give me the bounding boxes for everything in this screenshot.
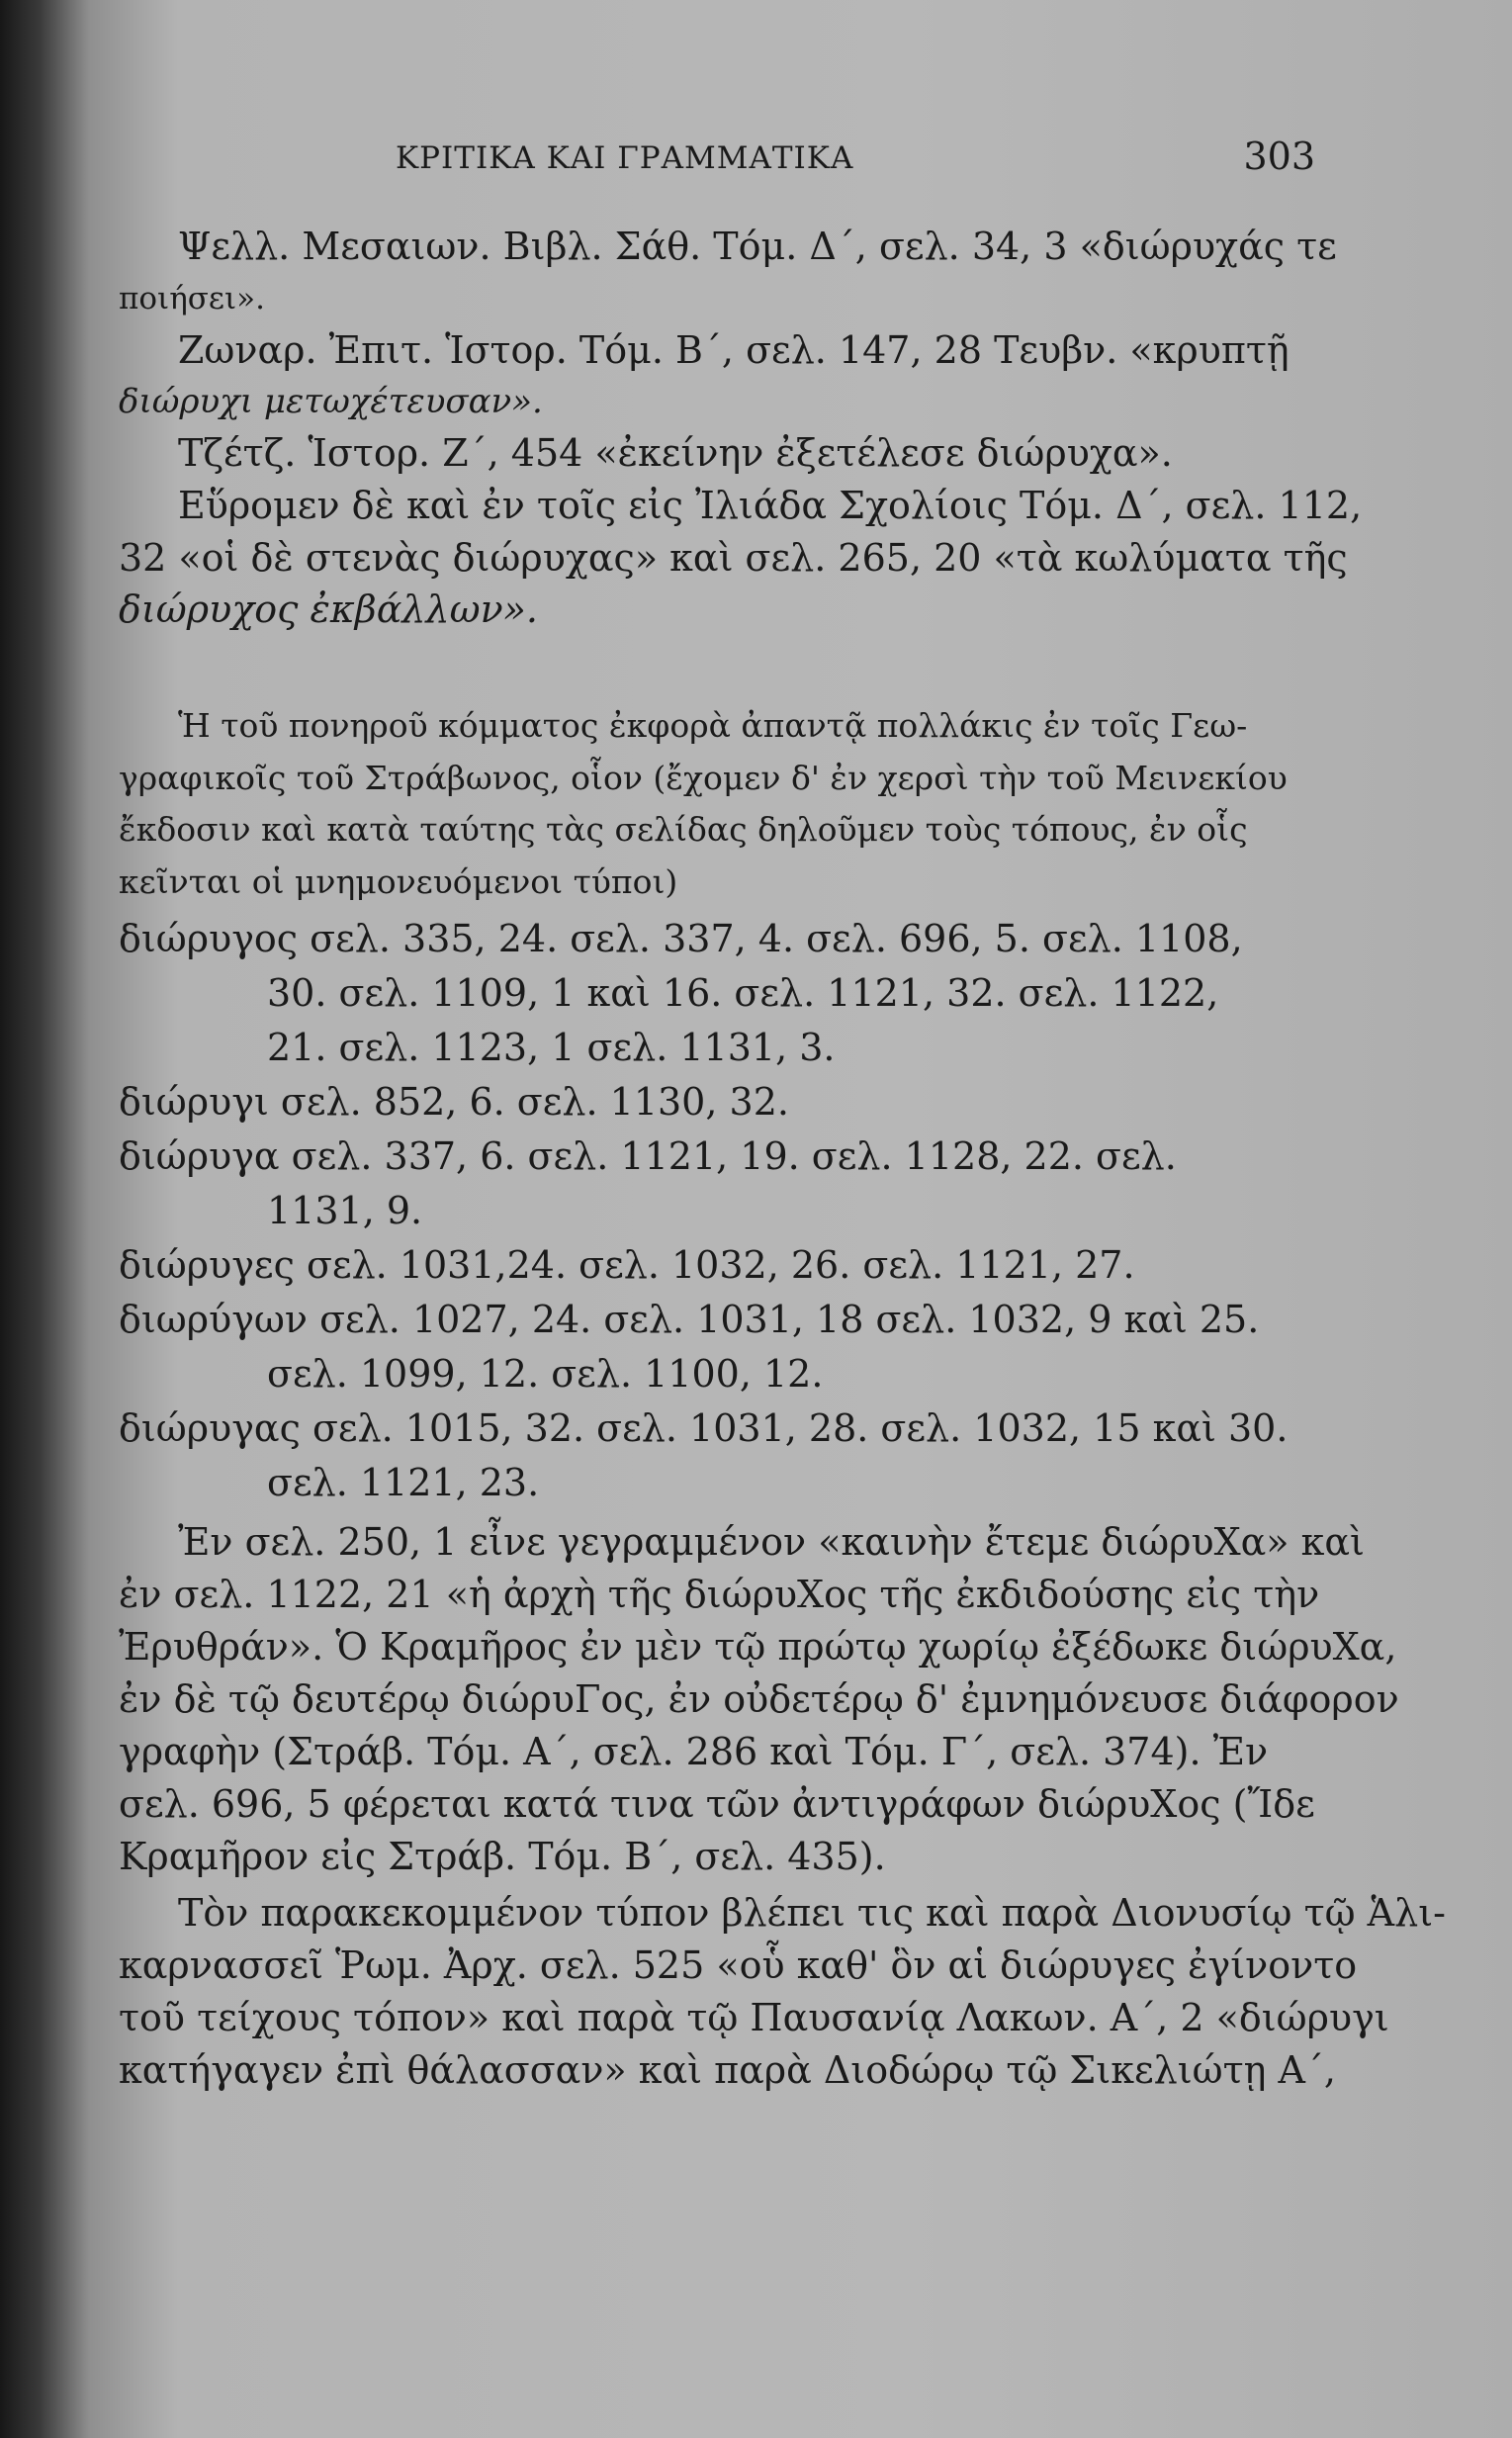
text-line: καρνασσεῖ Ῥωμ. Ἀρχ. σελ. 525 «οὗ καθ' ὃν αἱ διώρυγες ἐγίνοντο xyxy=(119,1943,1358,1987)
index-entry: διωρύγων σελ. 1027, 24. σελ. 1031, 18 σελ. 1032, 9 καὶ 25. xyxy=(119,1298,1260,1341)
text-line: διώρυχος ἐκβάλλων». xyxy=(119,587,538,631)
index-entry-continuation: σελ. 1121, 23. xyxy=(267,1461,540,1504)
text-line: Ἡ τοῦ πονηροῦ κόμματος ἐκφορὰ ἀπαντᾷ πολλάκις ἐν τοῖς Γεω- xyxy=(178,706,1248,745)
text-line: Τζέτζ. Ἱστορ. Ζ΄, 454 «ἐκείνην ἐξετέλεσε διώρυχα». xyxy=(178,431,1173,475)
page-content xyxy=(119,119,1446,2092)
text-line: Ζωναρ. Ἐπιτ. Ἱστορ. Τόμ. Β΄, σελ. 147, 28 Τευβν. «κρυπτῇ xyxy=(178,328,1290,372)
text-line: Κραμῆρον εἰς Στράβ. Τόμ. Β΄, σελ. 435). xyxy=(119,1835,886,1878)
index-entry: διώρυγες σελ. 1031,24. σελ. 1032, 26. σελ. 1121, 27. xyxy=(119,1243,1135,1287)
text-line: Εὕρομεν δὲ καὶ ἐν τοῖς εἰς Ἰλιάδα Σχολίοις Τόμ. Δ΄, σελ. 112, xyxy=(178,484,1363,527)
index-entry: διώρυγας σελ. 1015, 32. σελ. 1031, 28. σελ. 1032, 15 καὶ 30. xyxy=(119,1406,1289,1450)
text-line: γραφὴν (Στράβ. Τόμ. Α΄, σελ. 286 καὶ Τόμ. Γ΄, σελ. 374). Ἐν xyxy=(119,1730,1269,1773)
text-line: σελ. 696, 5 φέρεται κατά τινα τῶν ἀντιγράφων διώρυΧος (Ἴδε xyxy=(119,1782,1315,1826)
text-line: Ἐρυθράν». Ὁ Κραμῆρος ἐν μὲν τῷ πρώτῳ χωρίῳ ἐξέδωκε διώρυΧα, xyxy=(119,1625,1397,1669)
text-line: Τὸν παρακεκομμένον τύπον βλέπει τις καὶ παρὰ Διονυσίῳ τῷ Ἁλι- xyxy=(178,1891,1446,1935)
text-line: ἐν σελ. 1122, 21 «ἡ ἀρχὴ τῆς διώρυΧος τῆς ἐκδιδούσης εἰς τὴν xyxy=(119,1573,1320,1616)
text-line: κατήγαγεν ἐπὶ θάλασσαν» καὶ παρὰ Διοδώρῳ τῷ Σικελιώτῃ Α΄, xyxy=(119,2048,1336,2092)
text-line: ἐν δὲ τῷ δευτέρῳ διώρυΓος, ἐν οὐδετέρῳ δ' ἐμνημόνευσε διάφορον xyxy=(119,1677,1399,1721)
text-line: κεῖνται οἱ μνημονευόμενοι τύποι) xyxy=(119,862,678,901)
text-line: ἔκδοσιν καὶ κατὰ ταύτης τὰς σελίδας δηλοῦμεν τοὺς τόπους, ἐν οἷς xyxy=(119,810,1248,849)
page-header xyxy=(119,119,1315,198)
text-line: τοῦ τείχους τόπον» καὶ παρὰ τῷ Παυσανίᾳ Λακων. Α΄, 2 «διώρυγι xyxy=(119,1996,1389,2039)
text-line: διώρυχι μετωχέτευσαν». xyxy=(119,382,543,421)
index-entry-continuation: 1131, 9. xyxy=(267,1189,423,1232)
text-line: 32 «οἱ δὲ στενὰς διώρυχας» καὶ σελ. 265, 20 «τὰ κωλύματα τῆς xyxy=(119,536,1348,580)
text-line: Ἐν σελ. 250, 1 εἶνε γεγραμμένον «καινὴν ἔτεμε διώρυΧα» καὶ xyxy=(178,1520,1365,1564)
text-line: Ψελλ. Μεσαιων. Βιβλ. Σάθ. Τόμ. Δ΄, σελ. 34, 3 «διώρυχάς τε xyxy=(178,225,1337,268)
index-entry-continuation: 21. σελ. 1123, 1 σελ. 1131, 3. xyxy=(267,1026,836,1069)
page-number: 303 xyxy=(1243,135,1315,178)
index-entry: διώρυγι σελ. 852, 6. σελ. 1130, 32. xyxy=(119,1080,789,1124)
index-entry-continuation: 30. σελ. 1109, 1 καὶ 16. σελ. 1121, 32. σελ. 1122, xyxy=(267,971,1219,1015)
text-line: γραφικοῖς τοῦ Στράβωνος, οἷον (ἔχομεν δ' ἐν χερσὶ τὴν τοῦ Μεινεκίου xyxy=(119,759,1288,797)
running-head: ΚΡΙΤΙΚΑ ΚΑΙ ΓΡΑΜΜΑΤΙΚΑ xyxy=(396,140,854,176)
index-entry: διώρυγα σελ. 337, 6. σελ. 1121, 19. σελ. 1128, 22. σελ. xyxy=(119,1134,1177,1178)
index-entry-continuation: σελ. 1099, 12. σελ. 1100, 12. xyxy=(267,1352,824,1396)
text-line: ποιήσει». xyxy=(119,281,265,316)
index-entry: διώρυγος σελ. 335, 24. σελ. 337, 4. σελ. 696, 5. σελ. 1108, xyxy=(119,917,1243,960)
